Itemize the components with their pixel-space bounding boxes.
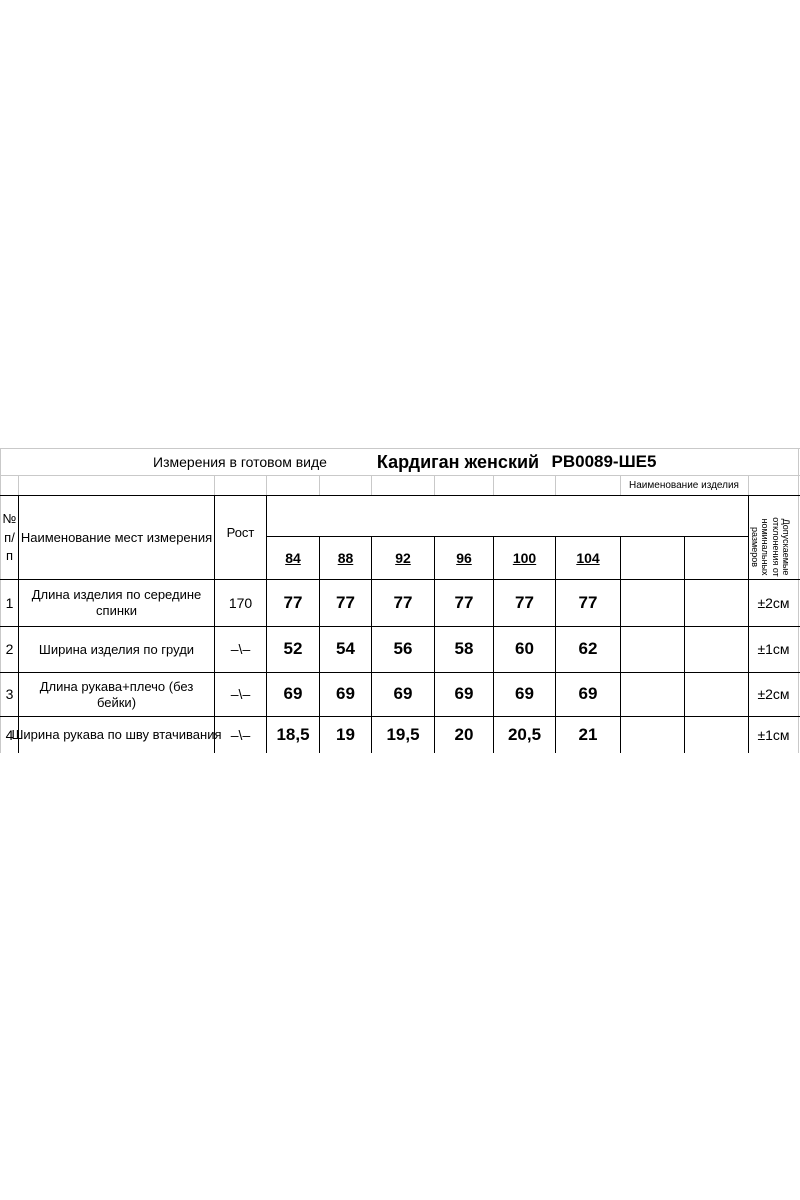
row-2-value-84: 52: [283, 639, 303, 659]
size-header-88: 88: [337, 549, 354, 566]
grid-line: [798, 448, 799, 753]
size-header-96: 96: [456, 549, 472, 566]
row-1-value-84: 77: [283, 592, 303, 612]
row-3-value-92: 69: [393, 684, 413, 704]
row-2-value-92: 56: [393, 639, 413, 659]
grid-line: [0, 448, 800, 449]
row-2-value-104: 62: [578, 639, 598, 659]
row-3-value-96: 69: [454, 684, 474, 704]
row-4-name: Ширина рукава по шву втачивания: [11, 727, 222, 743]
col-header-num: № п/ п: [2, 510, 17, 564]
row-4-num: 4: [5, 726, 14, 743]
row-1-value-88: 77: [336, 592, 355, 612]
product-title: Кардиган женский: [376, 451, 540, 472]
row-2-value-88: 54: [336, 639, 355, 659]
row-4-height: –\–: [230, 726, 251, 743]
row-2-num: 2: [5, 641, 14, 658]
row-3-value-88: 69: [336, 684, 355, 704]
col-header-height: Рост: [226, 524, 255, 540]
grid-line: [493, 475, 494, 495]
grid-line: [371, 475, 372, 495]
row-3-value-100: 69: [515, 684, 534, 704]
row-4-value-104: 21: [578, 724, 598, 744]
row-1-value-100: 77: [515, 592, 534, 612]
row-1-value-104: 77: [578, 592, 598, 612]
product-article: РВ0089-ШЕ5: [551, 452, 657, 472]
grid-line: [319, 475, 320, 495]
row-3-value-84: 69: [283, 684, 303, 704]
row-1-value-92: 77: [393, 592, 413, 612]
row-1-name: Длина изделия по середине спинки: [31, 587, 202, 618]
table-border: [620, 536, 621, 753]
row-2-value-100: 60: [515, 639, 534, 659]
row-3-num: 3: [5, 686, 14, 703]
row-2-tolerance: ±1см: [757, 641, 790, 658]
row-2-height: –\–: [230, 641, 251, 658]
row-3-name: Длина рукава+плечо (без бейки): [39, 678, 194, 710]
col-header-name: Наименование мест измерения: [20, 529, 213, 545]
row-1-num: 1: [5, 594, 14, 611]
grid-line: [266, 475, 267, 495]
size-header-100: 100: [512, 549, 537, 566]
grid-line: [434, 475, 435, 495]
grid-line: [214, 475, 215, 495]
table-border: [684, 536, 685, 753]
row-4-tolerance: ±1см: [757, 726, 790, 743]
row-4-value-92: 19,5: [386, 724, 420, 744]
col-header-tolerance: Допускаемые отклонения от номинальных размеров: [749, 517, 791, 577]
row-4-value-88: 19: [336, 724, 355, 744]
grid-line: [18, 475, 19, 495]
size-header-104: 104: [576, 549, 600, 566]
sheet-subtitle: Измерения в готовом виде: [153, 454, 327, 471]
row-3-height: –\–: [230, 686, 251, 703]
product-name-label: Наименование изделия: [629, 479, 739, 491]
row-2-value-96: 58: [454, 639, 474, 659]
row-1-value-96: 77: [454, 592, 474, 612]
row-4-value-84: 18,5: [276, 724, 310, 744]
grid-line: [748, 475, 749, 495]
size-header-92: 92: [395, 549, 411, 566]
row-2-name: Ширина изделия по груди: [38, 641, 195, 657]
row-3-value-104: 69: [578, 684, 598, 704]
row-4-value-96: 20: [454, 724, 474, 744]
row-1-height: 170: [228, 594, 253, 611]
row-3-tolerance: ±2см: [757, 686, 790, 703]
grid-line: [555, 475, 556, 495]
size-header-84: 84: [285, 549, 301, 566]
measurement-table: [0, 448, 800, 753]
row-1-tolerance: ±2см: [757, 594, 790, 611]
row-4-value-100: 20,5: [507, 724, 542, 744]
